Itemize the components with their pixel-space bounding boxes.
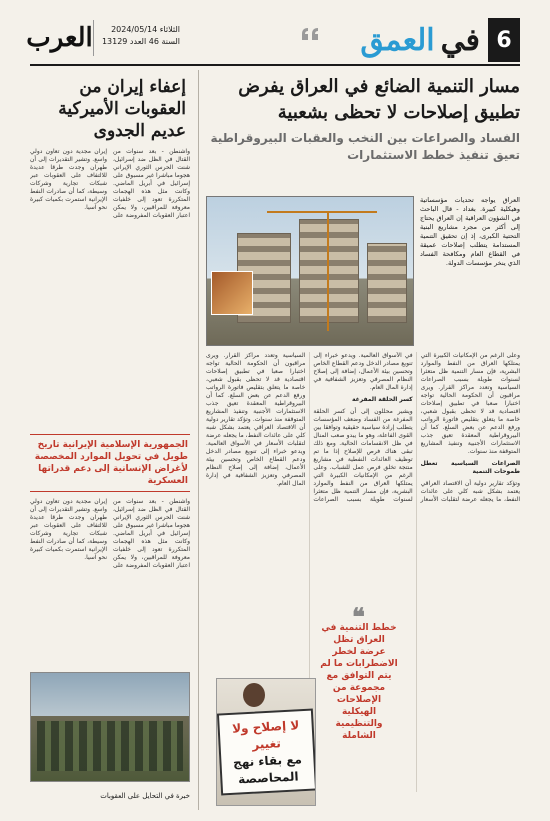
section-name: العمق [360,22,435,58]
article-subheading: الصراعات السياسية تعطل طموحات التنمية [420,460,520,475]
article-body-text: ويشير محللون إلى أن كسر الحلقة المفرغة من الفساد وضعف المؤسسات يتطلب إرادة سياسية حقيقية وتوافقا بين القوى الفاعلة، وهو ما يبدو صعب المنال في ظل الانقسامات الحالية. ومع ذلك تبقى هناك فرص للإصلاح إذا ما تم توظيف العائدات النفطية في مشاريع منتجة تخلق فرص عمل للشباب. [313,408,413,471]
article-body-text: وتؤكد تقارير دولية أن الاقتصاد العراقي يعتمد بشكل شبه كلي على عائدات النفط، ما يجعله عرضة لتقلبات الأسعار في الأسواق العالمية. ويدعو خبراء إلى تنويع مصادر الدخل ودعم القطاع الخاص وتحسين بيئة الأعمال، إضافة إلى إصلاح النظام المصرفي وتعزيز الشفافية في إدارة المال العام. [313,352,520,503]
article-body-text: وعلى الرغم من الإمكانيات الكبيرة التي يمتلكها العراق من النفط والموارد البشرية، فإن مسار التنمية ظل متعثرا لسنوات طويلة بسبب الصراعات السياسية وتعدد مراكز القرار. ويرى مراقبون أن الحكومة الحالية تواجه اختبارا صعبا في تطبيق إصلاحات اقتصادية قد لا تحظى بقبول شعبي، خاصة ما يتعلق بتقليص فاتورة الرواتب ورفع الدعم عن بعض السلع. كما أن البيروقراطية المعقدة تعيق جذب الاستثمارات الأجنبية وتنفيذ المشاريع المتوقفة منذ سنوات. [420,352,520,455]
protester-image [243,683,265,707]
issue-number: السنة 46 العدد 13129 [101,37,180,46]
header-divider [30,64,520,66]
sidebar-photo-caption: خبرة في التحايل على العقوبات [100,792,190,800]
inset-photo [211,271,253,315]
main-article [206,70,520,810]
article-headline: مسار التنمية الضائع في العراق يفرض تطبيق إصلاحات لا تحظى بشعبية [238,76,520,123]
sign-line-2: مع بقاء نهج [232,752,303,770]
page-header [26,18,520,62]
sign-line-1: لا إصلاح ولا تغيير [231,718,300,752]
protest-sign [217,709,316,796]
article-intro: العراق يواجه تحديات مؤسساتية وهيكلية كبيرة. بغداد - قال الباحث في الشؤون العراقية إن العراق يحتاج إلى أكثر من مجرد مشاريع البنية التحتية الكبرى، إذ إن تحقيق التنمية المستدامة يتطلب إصلاحات عميقة في القطاع العام ومكافحة الفساد الذي ينخر مؤسسات الدولة. [420,196,520,267]
section-prefix: في [440,22,480,58]
crane-mast-image [327,211,329,331]
sidebar-headline: إعفاء إيران من العقوبات الأميركية عديم الجدوى [58,77,186,141]
sidebar-body: واشنطن - بعد سنوات من القتال في الظل ضد إسرائيل، شنت الحرس الثوري الإيراني هجوما مباشرا غير مسبوق على إسرائيل في أبريل الماضي. وكانت مثل هذه الهجمات المتكررة تعود إلى خلفيات معروفة للمراقبين، ولا يمكن اعتبار العقوبات المفروضة على إيران مجدية دون تعاون دولي واسع. وتشير التقديرات إلى أن طهران وجدت طرقا عديدة للالتفاف على العقوبات عبر شبكات تجارية وشركات وسيطة، كما أن صادرات النفط الإيرانية استمرت بكميات كبيرة نحو آسيا. [30,148,190,219]
sidebar-photo [30,672,190,782]
issue-info [100,24,180,48]
sidebar-pull-quote: الجمهورية الإسلامية الإيرانية تاريخ طويل في تحويل الموارد المخصصة لأغراض الإنسانية إلى دعم قدراتها العسكرية [30,434,190,492]
article-subheading: كسر الحلقة المفرغة [352,396,413,403]
article-subhead: الفساد والصراعات بين النخب والعقبات البيروقراطية تعيق تنفيذ خطط الاستثمارات [210,131,520,162]
article-pull-quote [316,602,402,746]
section-title [360,18,480,62]
building-image [299,219,359,323]
quote-mark-icon: ❝ [352,602,365,631]
newspaper-logo: العرب [30,20,94,56]
sign-line-3: المحاصصة [237,769,299,787]
article-pull-quote-text: خطط التنمية في العراق تظل عرضة لخطر الاضطرابات ما لم يتم التوافق مع مجموعة من الإصلاحات الهيكلية والتنظيمية الشاملة [320,623,398,741]
construction-photo [206,196,414,346]
article-body-text: وعلى الرغم من الإمكانيات الكبيرة التي يمتلكها العراق من النفط والموارد البشرية، فإن مسار التنمية ظل متعثرا لسنوات طويلة بسبب الصراعات السياسية وتعدد مراكز القرار. ويرى مراقبون أن الحكومة الحالية تواجه اختبارا صعبا في تطبيق إصلاحات اقتصادية قد لا تحظى بقبول شعبي، خاصة ما يتعلق بتقليص فاتورة الرواتب ورفع الدعم عن بعض السلع. كما أن البيروقراطية المعقدة تعيق جذب الاستثمارات الأجنبية وتنفيذ المشاريع المتوقفة منذ سنوات. [206,352,413,503]
sidebar-body-continued: واشنطن - بعد سنوات من القتال في الظل ضد إسرائيل، شنت الحرس الثوري الإيراني هجوما مباشرا غير مسبوق على إسرائيل في أبريل الماضي. وكانت مثل هذه الهجمات المتكررة تعود إلى خلفيات معروفة للمراقبين، ولا يمكن اعتبار العقوبات المفروضة على إيران مجدية دون تعاون دولي واسع. وتشير التقديرات إلى أن طهران وجدت طرقا عديدة للالتفاف على العقوبات عبر شبكات تجارية وشركات وسيطة، كما أن صادرات النفط الإيرانية استمرت بكميات كبيرة نحو آسيا. [30,498,190,569]
column-divider [198,70,199,810]
issue-date: الثلاثاء 2024/05/14 [111,25,180,34]
soldiers-image [37,721,183,771]
quote-icon [300,26,320,42]
page-number: 6 [488,18,520,62]
article-body-text: وتؤكد تقارير دولية أن الاقتصاد العراقي يعتمد بشكل شبه كلي على عائدات النفط، ما يجعله عرضة لتقلبات الأسعار في الأسواق العالمية. ويدعو خبراء إلى تنويع مصادر الدخل ودعم القطاع الخاص وتحسين بيئة الأعمال، إضافة إلى إصلاح النظام المصرفي وتعزيز الشفافية في إدارة المال العام. [206,416,306,487]
crane-image [267,211,377,213]
protest-photo [216,678,316,806]
building-image [367,243,407,323]
sidebar-article [30,70,190,810]
